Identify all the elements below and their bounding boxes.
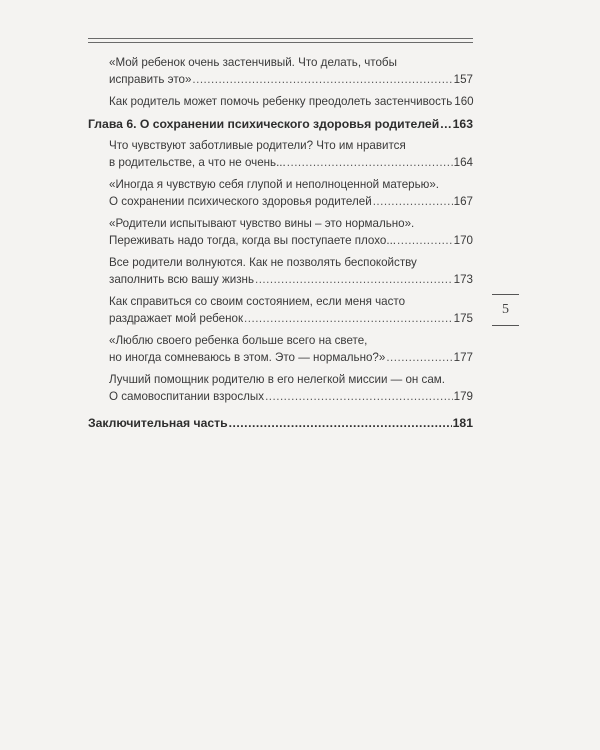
- toc-entry-text: Лучший помощник родителю в его нелегкой миссии — он сам.: [109, 373, 445, 386]
- toc-page-number: 179: [453, 390, 473, 403]
- leader-dots: [244, 310, 453, 327]
- table-of-contents: [88, 50, 473, 432]
- toc-entry[interactable]: [88, 93, 473, 110]
- leader-dots: [265, 388, 453, 405]
- leader-dots: [397, 232, 453, 249]
- header-rule-top: [88, 38, 473, 39]
- toc-entry-text: заполнить всю вашу жизнь: [109, 273, 254, 286]
- page-number: 5: [502, 302, 509, 317]
- toc-chapter-title: Заключительная часть: [88, 416, 228, 430]
- toc-entry-text: О самовоспитании взрослых: [109, 390, 265, 403]
- toc-entry-text: Все родители волнуются. Как не позволять беспокойству: [109, 256, 417, 269]
- toc-entry-text: раздражает мой ребенок: [109, 312, 244, 325]
- toc-page-number: 163: [452, 117, 473, 131]
- page-number-rule-bottom: [492, 325, 519, 326]
- leader-dots: [229, 415, 452, 432]
- toc-entry-text: «Мой ребенок очень застенчивый. Что делать, чтобы: [109, 56, 397, 69]
- header-rule-bottom: [88, 42, 473, 43]
- toc-entry-text: «Родители испытывают чувство вины – это нормально».: [109, 217, 415, 230]
- toc-entry[interactable]: [88, 215, 473, 249]
- toc-chapter-title: Глава 6. О сохранении психического здоровья родителей: [88, 117, 440, 131]
- toc-page-number: 175: [453, 312, 473, 325]
- toc-page-number: 181: [452, 416, 473, 430]
- leader-dots: [255, 271, 453, 288]
- leader-dots: [386, 349, 452, 366]
- toc-entry[interactable]: [88, 371, 473, 405]
- toc-entry-text: в родительстве, а что не очень...: [109, 156, 286, 169]
- toc-entry-text: Переживать надо тогда, когда вы поступаете плохо...: [109, 234, 397, 247]
- toc-page-number: 177: [453, 351, 473, 364]
- leader-dots: [192, 71, 452, 88]
- toc-entry-text: Как справиться со своим состоянием, если меня часто: [109, 295, 406, 308]
- toc-page-number: 164: [453, 156, 473, 169]
- toc-entry[interactable]: [88, 332, 473, 366]
- leader-dots: [287, 154, 453, 171]
- toc-chapter-heading[interactable]: [88, 116, 473, 133]
- toc-entry-text: О сохранении психического здоровья родителей: [109, 195, 372, 208]
- toc-entry-text: «Люблю своего ребенка больше всего на свете,: [109, 334, 368, 347]
- leader-dots: [440, 116, 451, 133]
- toc-entry[interactable]: [88, 137, 473, 171]
- toc-page-number: 157: [453, 73, 473, 86]
- toc-entry-text: Что чувствуют заботливые родители? Что им нравится: [109, 139, 406, 152]
- toc-entry[interactable]: [88, 254, 473, 288]
- toc-entry-text: Как родитель может помочь ребенку преодолеть застенчивость: [109, 95, 453, 108]
- toc-entry-text: «Иногда я чувствую себя глупой и неполноценной матерью».: [109, 178, 440, 191]
- toc-chapter-heading[interactable]: [88, 415, 473, 432]
- toc-entry-text: исправить это»: [109, 73, 192, 86]
- leader-dots: [373, 193, 453, 210]
- toc-page-number: 160: [454, 95, 474, 108]
- toc-entry[interactable]: [88, 293, 473, 327]
- toc-page-number: 173: [453, 273, 473, 286]
- page-number-block: [492, 294, 519, 326]
- toc-entry-text: но иногда сомневаюсь в этом. Это — нормально?»: [109, 351, 386, 364]
- toc-entry[interactable]: [88, 54, 473, 88]
- toc-page-number: 170: [453, 234, 473, 247]
- toc-entry[interactable]: [88, 176, 473, 210]
- toc-page-number: 167: [453, 195, 473, 208]
